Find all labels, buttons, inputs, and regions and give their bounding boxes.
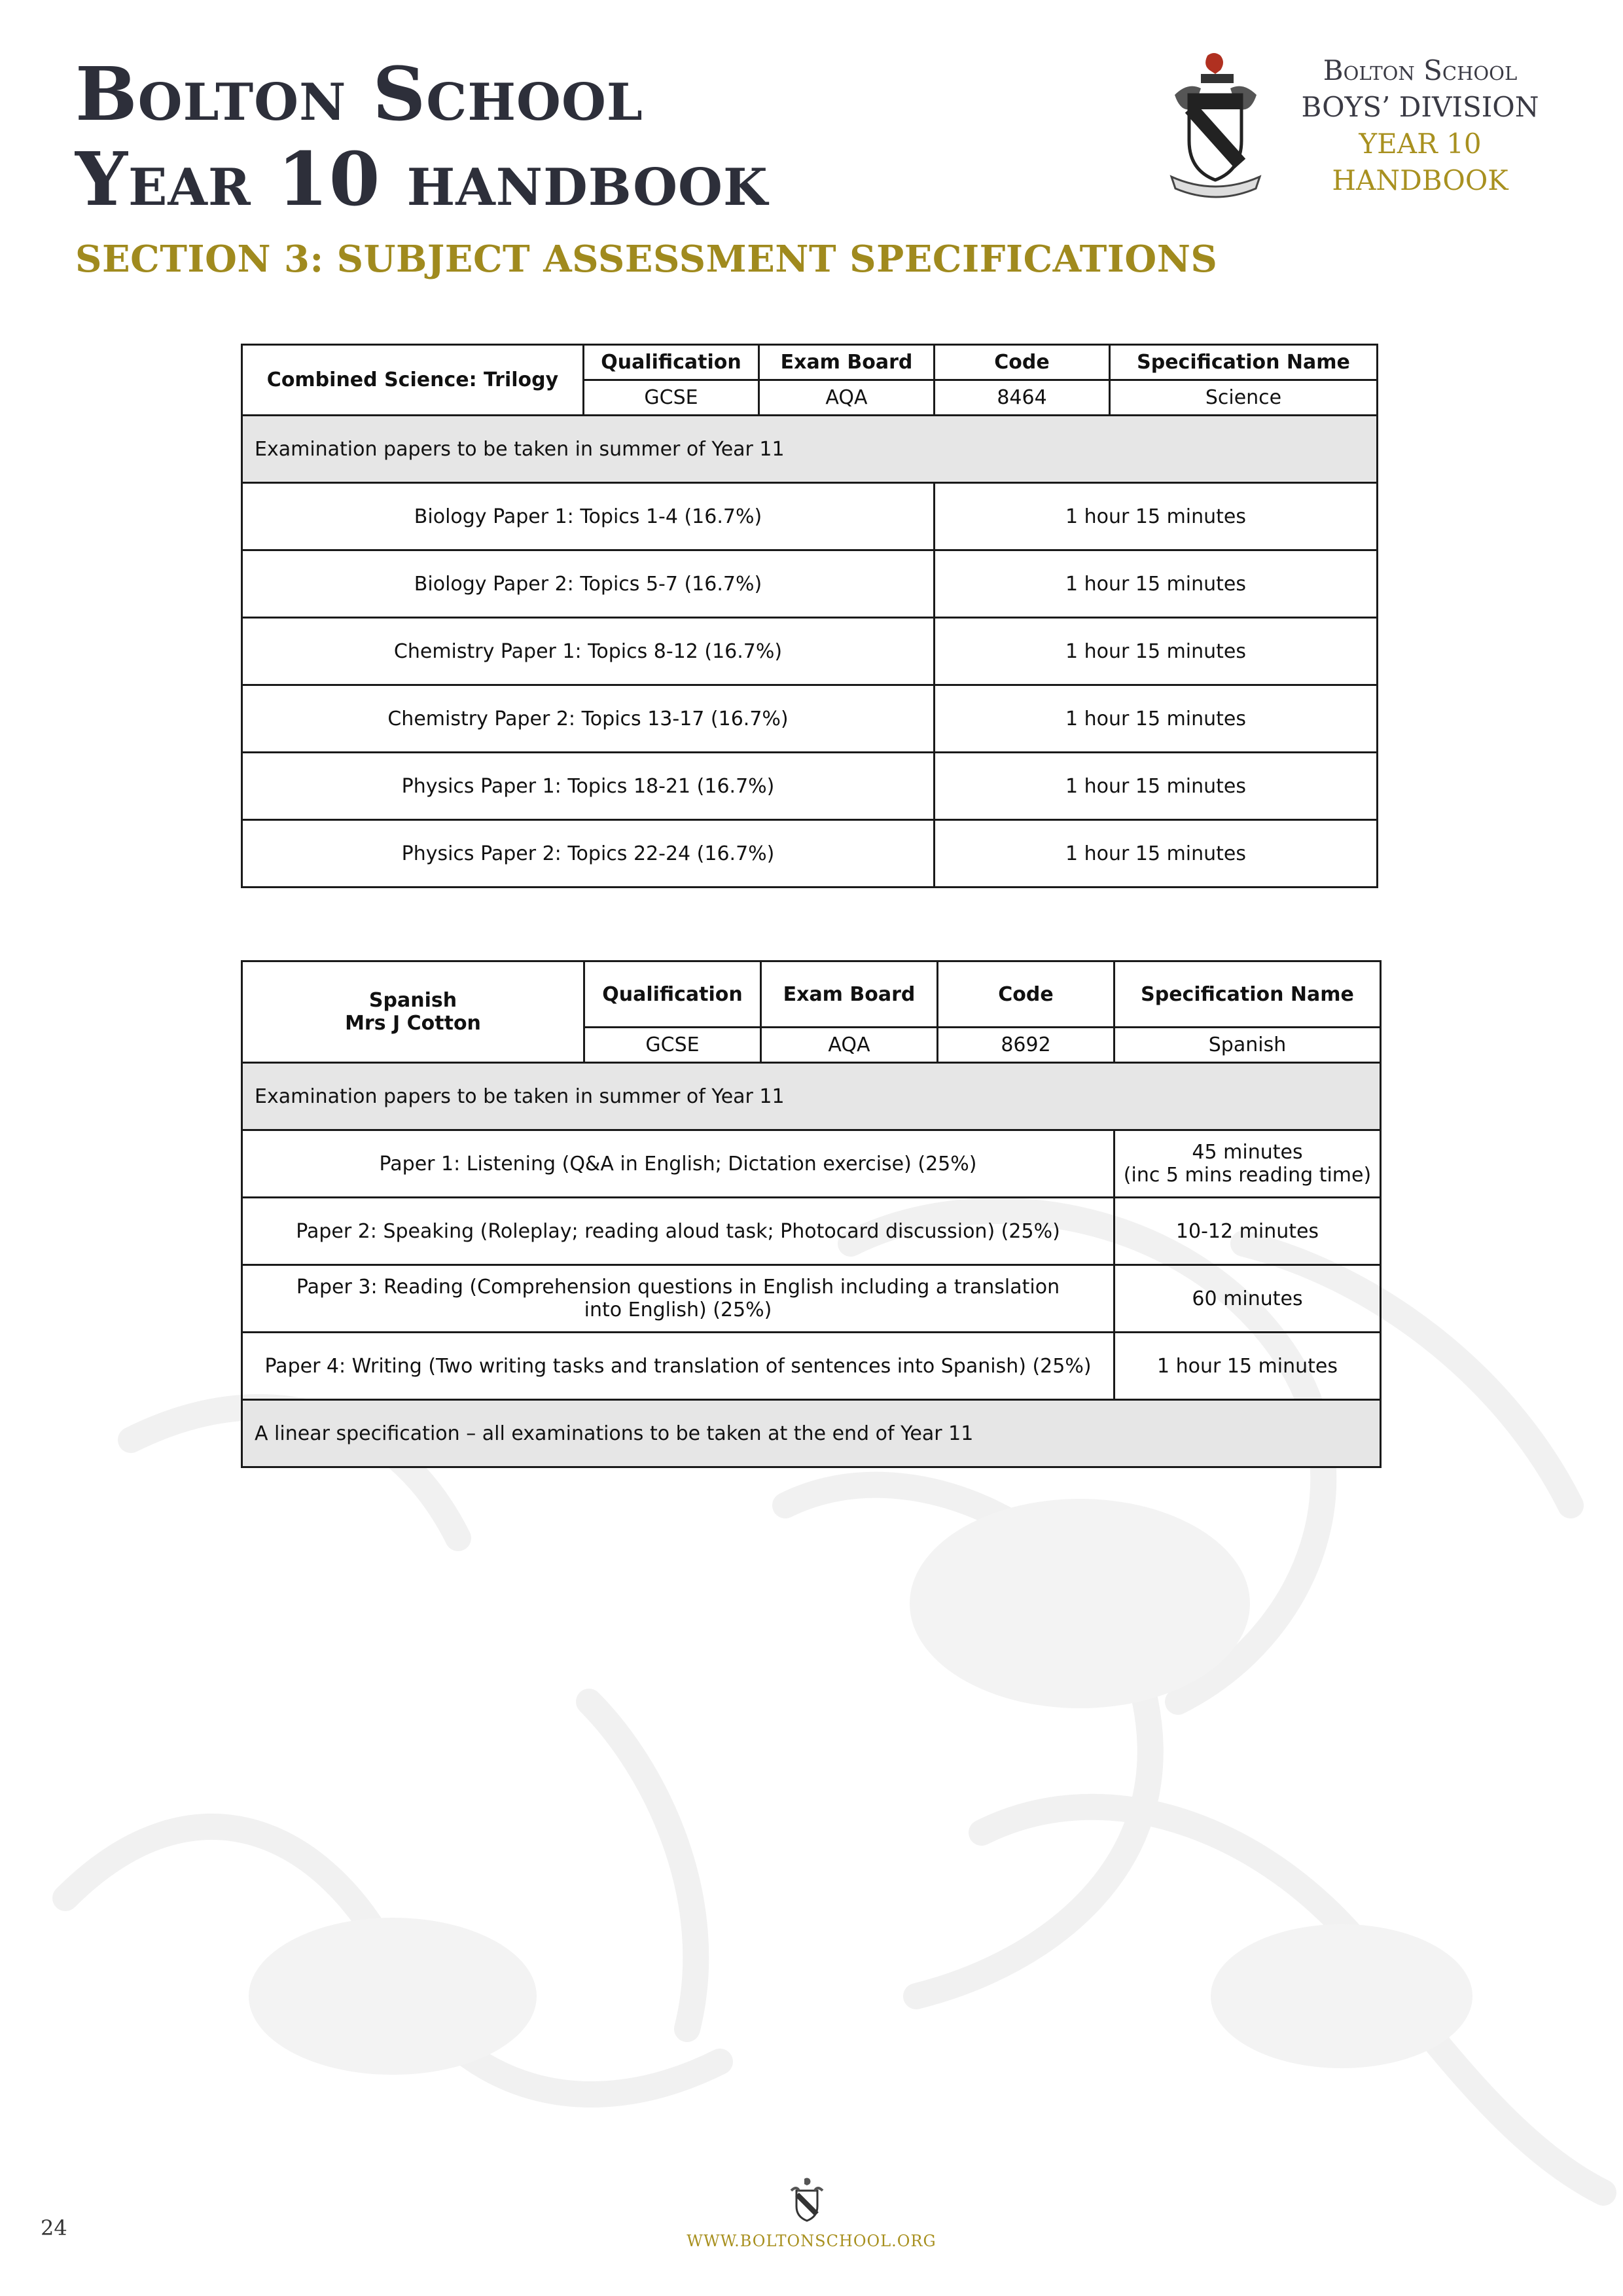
header-specification-name: Specification Name: [1115, 961, 1381, 1028]
header-qualification: Qualification: [584, 345, 759, 380]
table-row: [242, 483, 1378, 550]
paper-name: Chemistry Paper 2: Topics 13-17 (16.7%): [242, 685, 935, 753]
table-row: [242, 1400, 1381, 1467]
paper-name: Biology Paper 1: Topics 1-4 (16.7%): [242, 483, 935, 550]
paper-name: Paper 2: Speaking (Roleplay; reading aloud task; Photocard discussion) (25%): [242, 1198, 1115, 1265]
table-row: [242, 961, 1381, 1028]
header-specification-name: Specification Name: [1110, 345, 1378, 380]
specification-name-value: Science: [1110, 380, 1378, 416]
linear-specification-note: A linear specification – all examinations to be taken at the end of Year 11: [242, 1400, 1381, 1467]
side-title-year: YEAR 10: [1359, 128, 1482, 160]
paper-duration: 1 hour 15 minutes: [1115, 1333, 1381, 1400]
exam-board-value: AQA: [761, 1028, 938, 1063]
title-line-1: Bolton School: [75, 52, 643, 137]
paper-name: Chemistry Paper 1: Topics 8-12 (16.7%): [242, 618, 935, 685]
exam-timing-note: Examination papers to be taken in summer of Year 11: [242, 416, 1378, 483]
paper-duration: 1 hour 15 minutes: [935, 685, 1378, 753]
header-qualification: Qualification: [584, 961, 761, 1028]
table-row: [242, 416, 1378, 483]
code-value: 8692: [938, 1028, 1115, 1063]
paper-name: Physics Paper 1: Topics 18-21 (16.7%): [242, 753, 935, 820]
paper-duration: 1 hour 15 minutes: [935, 618, 1378, 685]
subject-name: [242, 961, 584, 1063]
paper-duration: 1 hour 15 minutes: [935, 550, 1378, 618]
specification-name-value: Spanish: [1115, 1028, 1381, 1063]
handbook-title: [75, 52, 768, 223]
subject-teacher: Mrs J Cotton: [345, 1012, 481, 1035]
school-crest-logo: [1162, 49, 1270, 200]
table-row: [242, 1198, 1381, 1265]
table-row: [242, 345, 1378, 380]
paper-duration: 10-12 minutes: [1115, 1198, 1381, 1265]
page-number: 24: [41, 2215, 67, 2240]
table-row: [242, 550, 1378, 618]
qualification-value: GCSE: [584, 1028, 761, 1063]
paper-duration: 60 minutes: [1115, 1265, 1381, 1333]
exam-board-value: AQA: [759, 380, 935, 416]
side-title-school: Bolton School: [1323, 54, 1518, 86]
paper-name: Paper 1: Listening (Q&A in English; Dictation exercise) (25%): [242, 1130, 1115, 1198]
table-row: [242, 1063, 1381, 1130]
footer-website-link[interactable]: WWW.BOLTONSCHOOL.ORG: [687, 2232, 936, 2250]
table-row: [242, 1333, 1381, 1400]
paper-duration: 1 hour 15 minutes: [935, 820, 1378, 888]
table-row: [242, 1130, 1381, 1198]
table-row: [242, 820, 1378, 888]
subject-name: Combined Science: Trilogy: [242, 345, 584, 416]
paper-duration: 1 hour 15 minutes: [935, 753, 1378, 820]
header-code: Code: [935, 345, 1110, 380]
paper-name: Physics Paper 2: Topics 22-24 (16.7%): [242, 820, 935, 888]
spanish-table: [241, 960, 1382, 1468]
table-row: [242, 1265, 1381, 1333]
header-code: Code: [938, 961, 1115, 1028]
paper-name: Paper 4: Writing (Two writing tasks and translation of sentences into Spanish) (25%): [242, 1333, 1115, 1400]
title-line-2: Year 10 handbook: [75, 137, 768, 223]
code-value: 8464: [935, 380, 1110, 416]
side-title-handbook: HANDBOOK: [1332, 164, 1508, 196]
paper-duration: 1 hour 15 minutes: [935, 483, 1378, 550]
table-row: [242, 753, 1378, 820]
paper-name: Biology Paper 2: Topics 5-7 (16.7%): [242, 550, 935, 618]
paper-duration-main: 45 minutes: [1192, 1141, 1303, 1164]
paper-duration-note: (inc 5 mins reading time): [1123, 1164, 1372, 1187]
paper-name: Paper 3: Reading (Comprehension questions in English including a translation into English) (25%): [242, 1265, 1115, 1333]
paper-duration: [1115, 1130, 1381, 1198]
subject-title: Spanish: [368, 989, 457, 1012]
footer-crest-logo: [789, 2176, 825, 2227]
side-title-block: [1273, 52, 1567, 199]
side-title-division: BOYS’ DIVISION: [1301, 91, 1539, 123]
qualification-value: GCSE: [584, 380, 759, 416]
header-exam-board: Exam Board: [761, 961, 938, 1028]
header-exam-board: Exam Board: [759, 345, 935, 380]
exam-timing-note: Examination papers to be taken in summer of Year 11: [242, 1063, 1381, 1130]
table-row: [242, 685, 1378, 753]
table-row: [242, 618, 1378, 685]
section-heading: SECTION 3: SUBJECT ASSESSMENT SPECIFICATIONS: [75, 238, 1218, 281]
combined-science-table: [241, 344, 1378, 888]
